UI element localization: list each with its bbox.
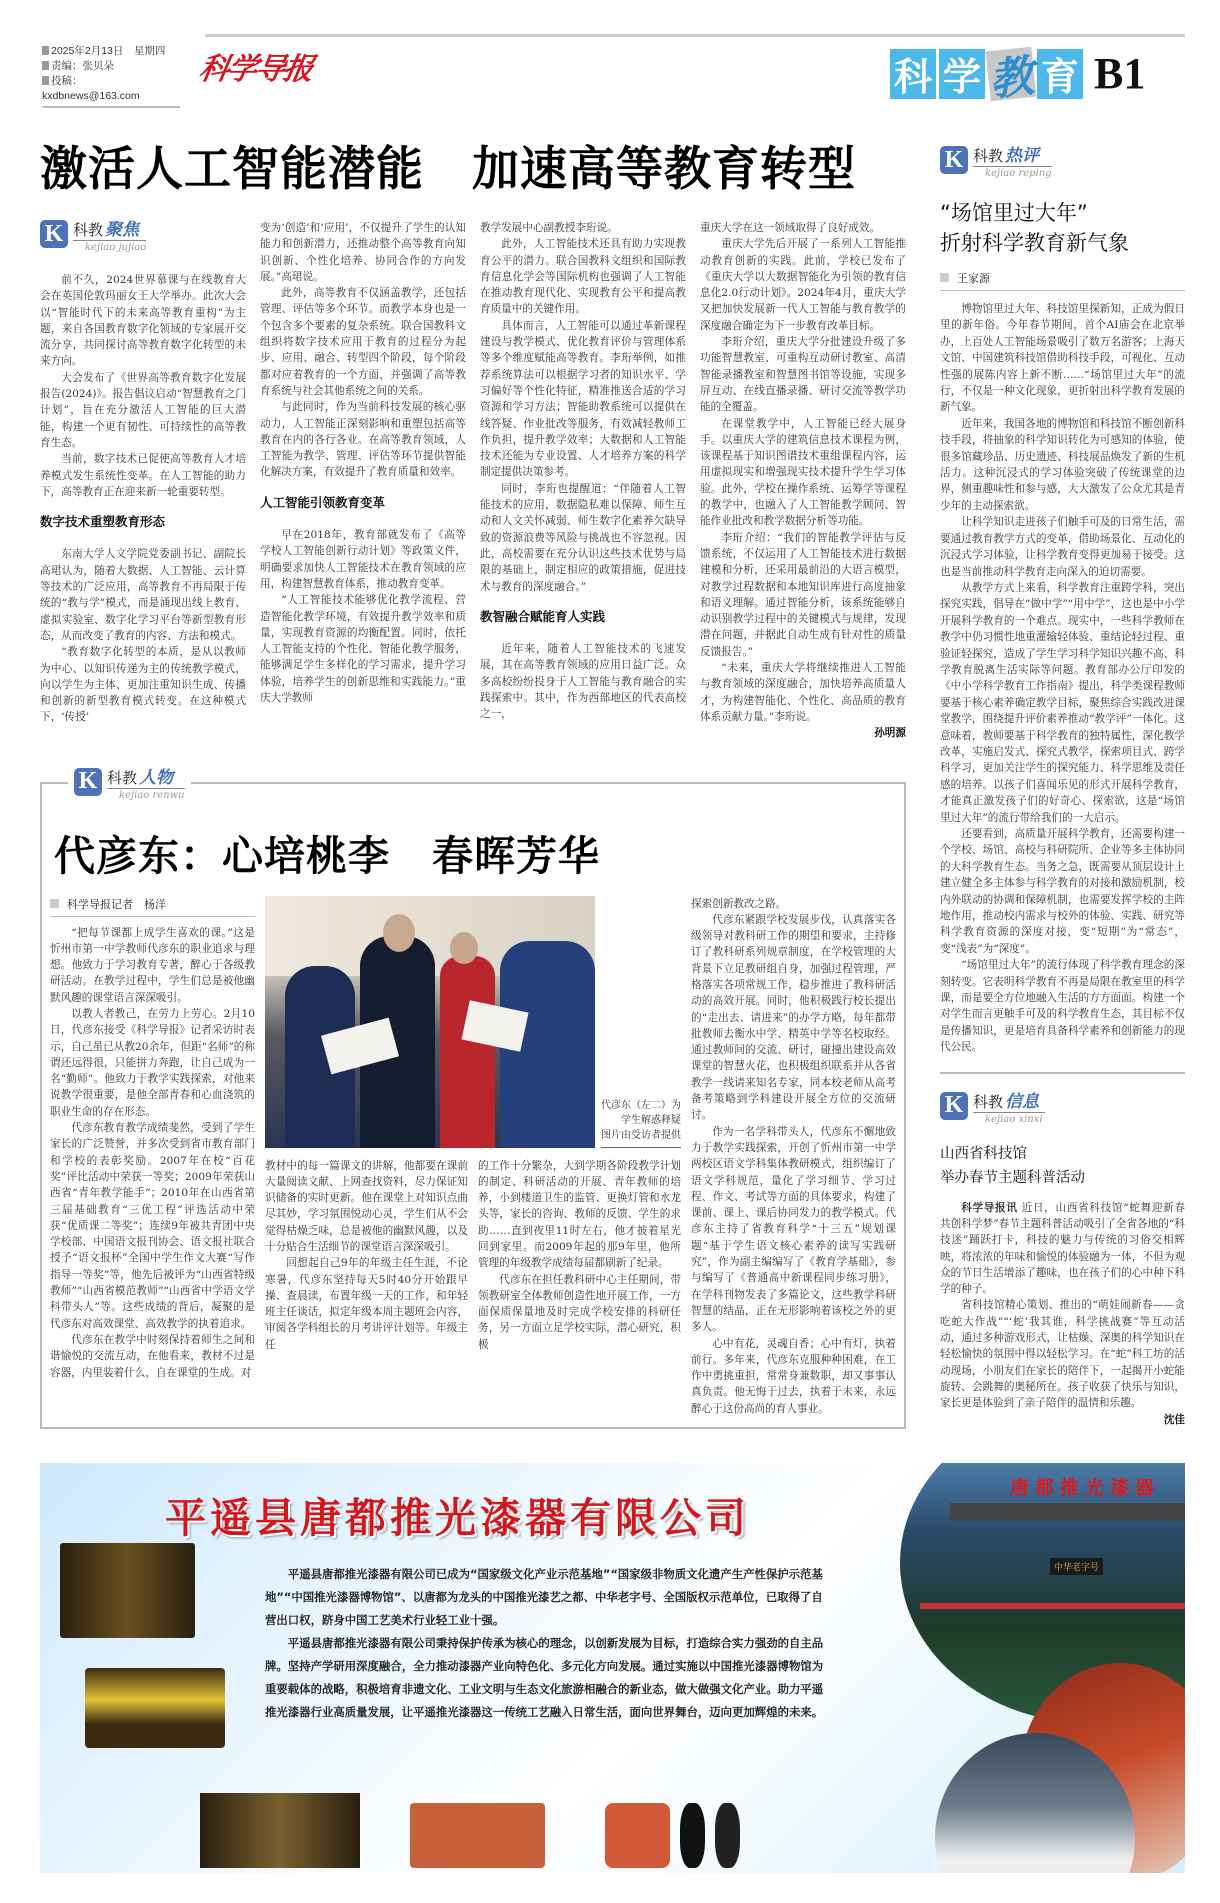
content-wrap [40, 138, 1185, 1429]
section-char: 教 [986, 46, 1037, 101]
paragraph: 代彦东在教学中时刻保持着师生之间和谐愉悦的交流互动，在他看来，教材不过是容器，内里装着什么，自在课堂的生成。对 [50, 1333, 255, 1379]
label-pinyin: kejiao xinxi [985, 1113, 1043, 1125]
lacquer-teapot-image [605, 1803, 670, 1868]
lacquer-table-image [410, 1803, 545, 1868]
paragraph: 还要看到，高质量开展科学教育，还需要构建一个学校、场馆、高校与科研院所、企业等多主体协同的大科学教育生态。当务之急，既需要从顶层设计上建立健全多主体参与科学教育的对接和激励机制，校内外联动的协调和保障机制，也需要发挥学校的主阵地作用，推动校内需求与校外的体验、实践、研究等科学教育资源的深度对接，变“短期”为“常态”，变“浅表”为“深度”。 [940, 828, 1185, 955]
article1-column-2 [260, 220, 466, 706]
paragraph: 在课堂教学中，人工智能已经大展身手。以重庆大学的建筑信息技术课程为例，该课程基于知识图谱技术重组课程内容，运用虚拟现实和增强现实技术提升学生学习体验。此外，学校在操作系统、运筹学等课程的教学中，也融入了人工智能教学顾问、智能作业批改和教学数据分析等功能。 [700, 417, 906, 528]
article1-column-3 [480, 220, 686, 723]
ad-title: 平遥县唐都推光漆器有限公司 [165, 1494, 750, 1542]
paragraph: 同时，李珩也提醒道：“伴随着人工智能技术的应用，数据隐私难以保障、师生互动和人文关怀减弱、师生数字化素养欠缺导致的资源浪费等风险与挑战也不容忽视。因此，高校需要在充分认识这些技术优势与局限的基础上，制定相应的政策措施，促进技术与教育的深度融合。” [480, 482, 686, 593]
author: 孙明源 [874, 727, 906, 740]
paragraph: 博物馆里过大年、科技馆里探新知，正成为假日里的新年俗。今年春节期间，首个AI庙会在北京举办，上百处人工智能场景吸引了数万名游客；上海天文馆、中国建筑科技馆借助科技手段，可视化、互动性强的展陈内容上新不断……“场馆里过大年”的流行，不仅是一种文化现象，更折射出科学教育发展的新气象。 [940, 303, 1185, 414]
paragraph: 李珩介绍，重庆大学分批建设升级了多功能智慧教室、可重构互动研讨教室、高清智能录播教室和智慧图书馆等设施，实现多屏互动、在线直播录播、研讨交流等教学功能的全覆盖。 [700, 336, 906, 414]
paragraph: 变为‘创造’和‘应用’，不仅提升了学生的认知能力和创新潜力，还推动整个高等教育向知识创新、个性化培养、协同合作的方向发展。”高珺说。 [260, 222, 466, 283]
paragraph: 心中有花，灵魂自香；心中有灯，执着前行。多年来，代彦东克服种种困难，在工作中勇挑重担，常常身兼数职，却又事事认真负责。他无悔于过去，执着于未来，永远醉心于这份高尚的育人事业。 [691, 1337, 896, 1415]
article2-column-4 [691, 896, 896, 1418]
section-char: 科 [890, 49, 936, 99]
paragraph: 的工作十分繁杂，大到学期各阶段教学计划的制定、科研活动的开展、青年教师的培养，小到楼道卫生的监管、更换灯管和水龙头等，家长的咨询、教师的反馈、学生的求助……直到夜里11时左右，他才披着星光回到家里。而2009年起的那9年里，他所管理的年级教学成绩每届都刷新了纪录。 [478, 1159, 681, 1270]
section-char: 学 [939, 49, 985, 99]
commentary-byline: 王家源 [940, 270, 1185, 291]
article2-body [50, 896, 896, 1418]
label-prefix: 科教 [973, 147, 1004, 165]
lacquer-vase-image [680, 1803, 705, 1868]
article1-column-4 [700, 220, 906, 742]
label-prefix: 科教 [973, 1092, 1004, 1111]
paragraph: 让科学知识走进孩子们触手可及的日常生活，需要通过教育教学方式的变革，借助场景化、互动化的沉浸式学习体验，让科学教育变得更加易于接受。这也是当前推动科学教育走向深入的迫切需要。 [940, 516, 1185, 578]
paragraph: 重庆大学在这一领域取得了良好成效。 [700, 222, 881, 234]
main-area [40, 138, 906, 1429]
label-pinyin: kejiao reping [985, 168, 1052, 179]
commentary-body [940, 301, 1185, 1056]
paragraph: 近年来，随着人工智能技术的飞速发展，其在高等教育领域的应用日益广泛。众多高校纷纷投身于人工智能与教育融合的实践探索中。其中，作为西部地区的代表高校之一， [480, 643, 686, 721]
label-word: 热评 [1005, 146, 1040, 166]
paragraph: 与此同时，作为当前科技发展的核心驱动力，人工智能正深刻影响和重塑包括高等教育在内的各行各业。在高等教育领域，人工智能为教学、管理、评估等环节提供智能化解决方案，有效提升了教育质量和效率。 [260, 401, 466, 479]
paragraph: “人工智能技术能够优化教学流程、营造智能化教学环境，有效提升教学效率和质量，实现教育资源的均衡配置。同时，依托人工智能支持的个性化、智能化教学服务，能够满足学生多样化的学习需求，提升学习体验，培养学生的创新思维和实践能力。”重庆大学教师 [260, 594, 466, 705]
lacquer-furniture-image [200, 1793, 360, 1868]
label-word: 聚焦 [105, 220, 140, 240]
profile-box [40, 767, 906, 1430]
label-pinyin: kejiao renwu [119, 789, 185, 801]
article2-byline: 科学导报记者 杨洋 [50, 896, 255, 917]
paragraph: 代彦东教育教学成绩斐然，受到了学生家长的广泛赞誉，并多次受到省市教育部门和学校的表彰奖励。2007年在校“百花奖”评比活动中荣获一等奖；2009年荣获山西省“青年教学能手”；2010年在山西省第三届基础教育“三优工程”评选活动中荣获“优质课二等奖”；连续9年被共青团中央学校部、中国语文报刊协会、语文报社联合授予“语文报杯”全国中学生作文大赛“写作指导一等奖”等，他先后被评为“山西省特级教师”“山西省模范教师”“山西省中学语文学科带头人”等。这些成绩的背后，凝聚的是代彦东对高效课堂、高效教学的执着追求。 [50, 1122, 255, 1330]
section-label-reping [940, 146, 1185, 180]
paragraph: 当前，数字技术已促使高等教育人才培养模式发生系统性变革。在人工智能的助力下，高等教育正在迎来新一轮重要转型。 [40, 453, 246, 498]
article2-headline: 代彦东：心培桃李 春晖芳华 [54, 831, 600, 880]
paragraph: 省科技馆精心策划、推出的“萌娃闹新春——贪吃蛇大作战”“‘蛇’我其谁，科学挑战赛”等互动活动，通过多种游戏形式，让枯燥、深奥的科学知识在轻松愉快的氛围中得以轻松学习。在“蛇”科工坊的活动现场，小朋友们在家长的陪伴下，一起揭开小蛇能旋转、会跳舞的奥秘所在。孩子收获了快乐与知识，家长更是体验到了亲子陪伴的温情和乐趣。 [940, 1299, 1185, 1410]
lacquer-vase-image [715, 1803, 740, 1868]
article1-column-1 [40, 272, 246, 726]
subheading: 教智融合赋能育人实践 [480, 608, 606, 624]
ad-paragraph: 平遥县唐都推光漆器有限公司秉持保护传承为核心的理念，以创新发展为目标，打造综合实力强劲的自主品牌。坚持产学研用深度融合，全力推动漆器产业向特色化、多元化方向发展。通过实施以中国推光漆器博物馆为重要载体的战略，积极培育非遗文化、工业文明与生态文化旅游相融合的新业态，做大做强文化产业。助力平遥推光漆器行业高质量发展，让平遥推光漆器这一传统工艺融入日常生活，面向世界舞台，迈向更加辉煌的未来。 [265, 1636, 824, 1719]
article1-headline: 激活人工智能潜能 加速高等教育转型 [40, 142, 856, 197]
divider [940, 1072, 1185, 1074]
k-logo-icon: K [940, 146, 968, 174]
caption-text: 代彦东（左二）为学生解惑释疑 [601, 1099, 681, 1126]
article2-column-2 [265, 1158, 468, 1354]
paragraph: 代彦东紧跟学校发展步伐，认真落实各级领导对教科研工作的期望和要求，主持修订了教科研系列规章制度，在学校管理的大背景下立足教研组自身，加强过程管理，严格落实各项常规工作，稳步推进了教科研活动的高效开展。同时，他积极践行校长提出的“走出去、请进来”的办学方略，每年都带批教师去衡水中学、精英中学等名校取经。通过教师间的交流、研讨，碰撞出建设高效课堂的智慧火花，也积极组织联系并从各省教学一线请来知名专家，同本校老师从高考备考策略到学科建设开展全方位的交流研讨。 [691, 913, 896, 1122]
title-line: 折射科学教育新气象 [940, 231, 1129, 255]
shop-sign: 唐都推光漆器 [1010, 1477, 1161, 1499]
section-char: 育 [1037, 49, 1083, 99]
paragraph: 早在2018年，教育部就发布了《高等学校人工智能创新行动计划》等政策文件，明确要求加快人工智能技术在教育领域的应用，构建智慧教育体系，推动教育变革。 [260, 529, 466, 590]
paragraph: 东南大学人文学院党委副书记、副院长高珺认为，随着大数据、人工智能、云计算等技术的广泛应用，高等教育不再局限于传统的“教与学”模式，而是涌现出线上教育、虚拟实验室、数字化学习平台等新型教育形态，从而改变了教育的内容、方法和模式。 [40, 548, 246, 642]
paragraph: “场馆里过大年”的流行体现了科学教育理念的深刻转变。它表明科学教育不再是局限在教室里的科学课，而是要全方位地融入生活的方方面面。构建一个对学生而言更触手可及的科学教育生态，其目标不仅是传播知识，更是培育具备科学素养和创新能力的现代公民。 [940, 959, 1185, 1054]
article2-column-1-wrap [50, 896, 255, 1381]
paragraph: 具体而言，人工智能可以通过革新课程建设与教学模式、优化教育评价与管理体系等多个维度赋能高等教育。李珩举例，如推荐系统算法可以根据学习者的知识水平、学习偏好等个性化特征，精准推送合适的学习资源和学习方法；智能助教系统可以提供在线答疑、作业批改等服务，有效减轻教师工作负担，提升教学效率；大数据和人工智能技术还能为专业设置、人才培养方案的科学制定提供决策参考。 [480, 319, 686, 479]
news-body [940, 1200, 1185, 1428]
section-label-jujiao [40, 220, 246, 254]
paper-logo: 科学导报 [196, 52, 315, 87]
photo-caption [601, 1098, 681, 1148]
section-label-renwu [68, 768, 191, 802]
article1-column-1-wrap [40, 220, 246, 726]
article2-middle [265, 896, 681, 1354]
page-number: B1 [1094, 49, 1146, 98]
label-prefix: 科教 [107, 768, 138, 787]
news-title [940, 1142, 1185, 1190]
subheading: 数字技术重塑教育形态 [40, 514, 166, 530]
photo-credit: 图片由受访者提供 [601, 1129, 681, 1141]
plaque: 中华老字号 [1050, 1558, 1103, 1575]
paragraph: 重庆大学先后开展了一系列人工智能推动教育创新的实践。此前，学校已发布了《重庆大学以大数据智能化为引领的教育信息化2.0行动计划》。2024年4月，重庆大学又把加快发展新一代人工智能与教育教学的深度融合确定为下一步教育改革目标。 [700, 238, 906, 332]
paragraph: 教学发展中心副教授李珩说。 [480, 222, 618, 234]
article-photo [265, 896, 595, 1148]
k-logo-icon: K [74, 768, 102, 796]
lacquer-bed-image [85, 1668, 225, 1748]
dateline: 科学导报讯 [961, 1201, 1018, 1214]
article1-body [40, 220, 906, 742]
paragraph: 回想起自己9年的年级主任生涯，不论寒暑，代彦东坚持每天5时40分开始跟早操、查晨读，布置年级一天的工作，和年轻班主任谈话，拟定年级本周主题班会内容，审阅各学科组长的月考讲评计划等。年级主任 [265, 1257, 468, 1351]
title-line: 山西省科技馆 [940, 1145, 1027, 1162]
advertisement [40, 1463, 1185, 1873]
right-column [940, 138, 1185, 1428]
paragraph: 此外，人工智能技术还具有助力实现教育公平的潜力。联合国教科文组织和国际教育信息化学会等国际机构也强调了人工智能在推动教育现代化、实现教育公平和提高教育质量中的关键作用。 [480, 238, 686, 316]
issue-date: 2025年2月13日 星期四 [42, 44, 180, 59]
submit-email: 投稿：kxdbnews@163.com [42, 74, 180, 104]
paragraph: “教育数字化转型的本质，是从以教师为中心、以知识传递为主的传统教学模式，向以学生为主体、更加注重知识生成、传播和创新的新型教育模式转变。在这种模式下，‘传授’ [40, 646, 246, 724]
label-word: 人物 [139, 767, 174, 788]
article2-column-1 [50, 925, 255, 1381]
k-logo-icon: K [940, 1092, 968, 1120]
paragraph: 代彦东在担任教科研中心主任期间，带领教研室全体教师创造性地开展工作，一方面保质保量地及时完成学校安排的科研任务，另一方面立足学校实际，潜心研究，积极 [478, 1273, 681, 1351]
paragraph-text: 近日，山西省科技馆“蛇舞迎新春 共创科学梦”春节主题科普活动吸引了全省各地的“科技迷”踊跃打卡，科技的魅力与传统的习俗交相辉映，将浓浓的年味和愉悦的体验融为一体，不但为观众的节日生活增添了趣味，也在孩子们的心中种下科学的种子。 [940, 1201, 1185, 1296]
label-pinyin: kejiao jujiao [85, 242, 147, 253]
paragraph: 大会发布了《世界高等教育数字化发展报告(2024)》。报告倡议启动“智慧教育之门计划”，旨在充分激活人工智能的巨大潜能，构建一个更有韧性、可持续性的高等教育生态。 [40, 371, 246, 449]
section-label-xinxi [940, 1092, 1185, 1126]
paragraph: 近年来，我国各地的博物馆和科技馆不断创新科技手段，将抽象的科学知识转化为可感知的体验，使很多馆藏珍品、历史遗迹、科技展品焕发了新的生机活力。这种沉浸式的学习体验突破了传统课堂的边界，侧重趣味性和参与感，大大激发了公众尤其是青少年的主动探索欲。 [940, 417, 1185, 512]
paragraph: 教材中的每一篇课文的讲解，他都要在课前大量阅读文献、上网查找资料，尽力保证知识储备的实时更新。他在课堂上对知识点曲尽其妙，学习氛围悦动心灵，学生们从不会觉得枯燥乏味，总是被他的幽默风趣，以及十分贴合生活细节的课堂语言深深吸引。 [265, 1159, 468, 1253]
editor: 责编：张贝朵 [42, 59, 180, 74]
author: 沈佳 [1163, 1413, 1185, 1426]
paragraph: 作为一名学科带头人，代彦东不懈地致力于教学实践探索，开创了忻州市第一中学两校区语文学科集体教研模式，组织编订了语文学科规范，量化了学习细节、学习过程、作文、考试等方面的具体要求，构建了课前、课上、课后协同发力的教学模式。代彦东主持了省教育科学“十三五”规划课题“基于学生语文核心素养的读写实践研究”，作为副主编编写了《教育学基础》，参与编写了《普通高中新课程同步练习册》，在学科刊物发表了多篇论文，这些教学科研智慧的结晶，正在无形影响着该校之外的更多人。 [691, 1125, 896, 1334]
k-logo-icon: K [40, 220, 68, 248]
title-line: 举办春节主题科普活动 [940, 1169, 1085, 1186]
commentary-title [940, 198, 1185, 258]
paragraph: 探索创新教改之路。 [691, 897, 787, 910]
subheading: 人工智能引领教育变革 [260, 494, 386, 510]
label-prefix: 科教 [73, 221, 104, 239]
paragraph: 以教人者教己，在劳力上劳心。2月10日，代彦东接受《科学导报》记者采访时表示，自己虽已从教20余年，但距“名师”的称谓还远得很，只能拼力奔跑，让自己成为一名“勤师”。他致力于教学实践探索，对他来说教学很重要，是他全部青春和心血浇筑的职业生命的存在形态。 [50, 1007, 255, 1118]
ad-paragraph: 平遥县唐都推光漆器有限公司已成为“国家级文化产业示范基地”“国家级非物质文化遗产生产性保护示范基地”“中国推光漆器博物馆”、以唐都为龙头的中国推光漆艺之都、中华老字号、全国版权示范单位，已取得了自营出口权，跻身中国工艺美术行业轻工业十强。 [265, 1567, 823, 1627]
ad-text [265, 1563, 825, 1724]
label-word: 信息 [1005, 1091, 1040, 1112]
paragraph: 此外，高等教育不仅涵盖教学，还包括管理、评估等多个环节。而教学本身也是一个包含多个要素的复杂系统。联合国教科文组织将数字技术应用于教育的过程分为起步、应用、融合、转型四个阶段，每个阶段都对应着教育的一个方面，并强调了高等教育系统与社会其他系统之间的关系。 [260, 287, 466, 397]
paragraph: 从教学方式上来看，科学教育注重跨学科，突出探究实践，倡导在“做中学”“用中学”，这也是中小学开展科学教育的一个难点。现实中，一些科学教师在教学中仍习惯性地重灌输轻体验、重结论轻过程、重验证轻探究，造成了学生学习科学知识兴趣不高、科学教育脱离生活实际等问题。教育部办公厅印发的《中小学科学教育工作指南》提出，科学类课程教师要基于核心素养确定教学目标，聚焦综合实践改进课堂教学，围绕提升评价素养推动“教学评”一体化。这意味着，教师要基于科学教育的独特属性，深化教学改革，实施启发式、探究式教学，探索项目式、跨学科学习，更加关注学生的探究能力、科学思维及责任感的培养。以孩子们喜闻乐见的形式开展科学教育，才能真正激发孩子们的好奇心、探索欲，这是“场馆里过大年”的流行带给我们的一大启示。 [940, 581, 1185, 824]
paragraph [940, 1200, 1185, 1298]
paragraph: “未来，重庆大学将继续推进人工智能与教育领域的深度融合，加快培养高质量人才，为构建智能化、个性化、高品质的教育体系贡献力量。”李珩说。 [700, 662, 906, 723]
title-line: “场馆里过大年” [940, 201, 1088, 225]
paragraph: “把每节课都上成学生喜欢的课。”这是忻州市第一中学教师代彦东的职业追求与理想。他致力于学习教育专著，醉心于各级教研活动。在教学过程中，学生们总是被他幽默风趣的课堂语言深深吸引。 [50, 926, 255, 1004]
lacquer-cabinet-image [60, 1543, 195, 1638]
article2-column-3 [478, 1158, 681, 1354]
paragraph: 李珩介绍：“我们的智能教学评估与反馈系统，不仅运用了人工智能技术进行数据建模和分析，还采用最前沿的大语言模型，对教学过程数据和本地知识库进行高度抽象和语义理解。通过智能分析，该系统能够自动识别教学过程中的关键模式与规律，发现潜在问题，并据此自动生成有针对性的质量反馈报告。” [700, 531, 906, 658]
paragraph: 前不久，2024世界慕课与在线教育大会在英国伦敦玛丽女王大学举办。此次大会以“智能时代下的未来高等教育重构”为主题，来自各国教育数字化领域的专家展开交流分享，共同探讨高等教育数字化转型的未来方向。 [40, 274, 246, 368]
